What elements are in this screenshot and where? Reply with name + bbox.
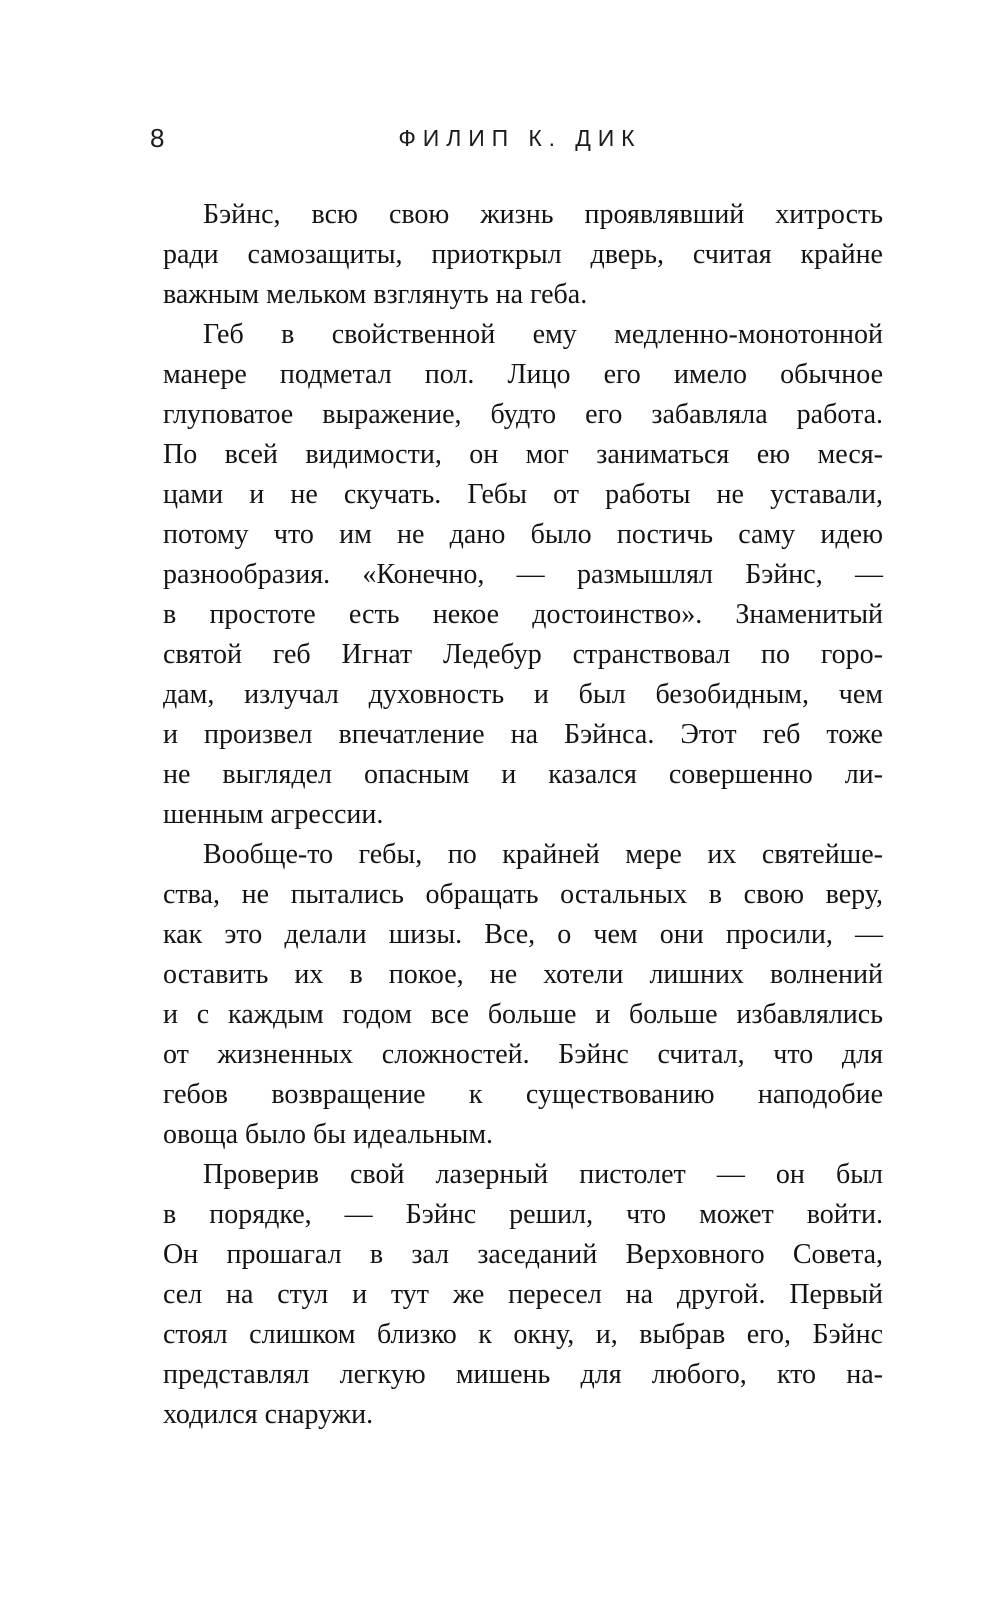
text-line-p4-4: сел на стул и тут же пересел на другой. Первый: [163, 1279, 883, 1310]
text-line-p3-6: от жизненных сложностей. Бэйнс считал, что для: [163, 1039, 883, 1070]
page-number: 8: [150, 123, 165, 153]
text-line-p4-1: Проверив свой лазерный пистолет — он был: [203, 1159, 883, 1190]
text-line-p2-4: По всей видимости, он мог заниматься ею меся-: [163, 439, 883, 470]
text-line-p3-2: ства, не пытались обращать остальных в свою веру,: [163, 879, 883, 910]
text-line-p4-3: Он прошагал в зал заседаний Верховного Совета,: [163, 1239, 883, 1270]
text-line-p2-5: цами и не скучать. Гебы от работы не уставали,: [163, 479, 883, 510]
text-line-p3-4: оставить их в покое, не хотели лишних волнений: [163, 959, 883, 990]
text-line-p4-6: представлял легкую мишень для любого, кто на-: [163, 1359, 883, 1390]
text-line-p1-3: важным мельком взглянуть на геба.: [163, 279, 588, 310]
text-line-p4-5: стоял слишком близко к окну, и, выбрав его, Бэйнс: [163, 1319, 883, 1350]
text-line-p3-8: овоща было бы идеальным.: [163, 1119, 494, 1150]
text-line-p3-5: и с каждым годом все больше и больше избавлялись: [163, 999, 883, 1030]
text-line-p2-13: шенным агрессии.: [163, 799, 384, 830]
text-line-p2-12: не выглядел опасным и казался совершенно ли-: [163, 759, 883, 790]
text-line-p2-8: в простоте есть некое достоинство». Знаменитый: [163, 599, 883, 630]
running-header: [150, 122, 883, 154]
text-line-p4-2: в порядке, — Бэйнс решил, что может войти.: [163, 1199, 883, 1230]
text-line-p1-2: ради самозащиты, приоткрыл дверь, считая крайне: [163, 239, 883, 270]
text-line-p2-1: Геб в свойственной ему медленно-монотонной: [203, 319, 883, 350]
text-line-p3-1: Вообще-то гебы, по крайней мере их святейше-: [203, 839, 883, 870]
text-line-p2-11: и произвел впечатление на Бэйнса. Этот геб тоже: [163, 719, 883, 750]
running-title: ФИЛИП К. ДИК: [398, 125, 642, 151]
text-line-p2-3: глуповатое выражение, будто его забавляла работа.: [163, 399, 883, 430]
text-line-p2-7: разнообразия. «Конечно, — размышлял Бэйнс, —: [163, 559, 883, 590]
text-line-p3-7: гебов возвращение к существованию наподобие: [163, 1079, 883, 1110]
text-line-p2-9: святой геб Игнат Ледебур странствовал по горо-: [163, 639, 883, 670]
text-line-p1-1: Бэйнс, всю свою жизнь проявлявший хитрость: [203, 199, 883, 230]
text-line-p3-3: как это делали шизы. Все, о чем они просили, —: [163, 919, 883, 950]
text-line-p2-10: дам, излучал духовность и был безобидным, чем: [163, 679, 883, 710]
text-line-p4-7: ходился снаружи.: [163, 1399, 374, 1430]
text-block: [163, 195, 883, 1435]
text-line-p2-6: потому что им не дано было постичь саму идею: [163, 519, 883, 550]
text-line-p2-2: манере подметал пол. Лицо его имело обычное: [163, 359, 883, 390]
